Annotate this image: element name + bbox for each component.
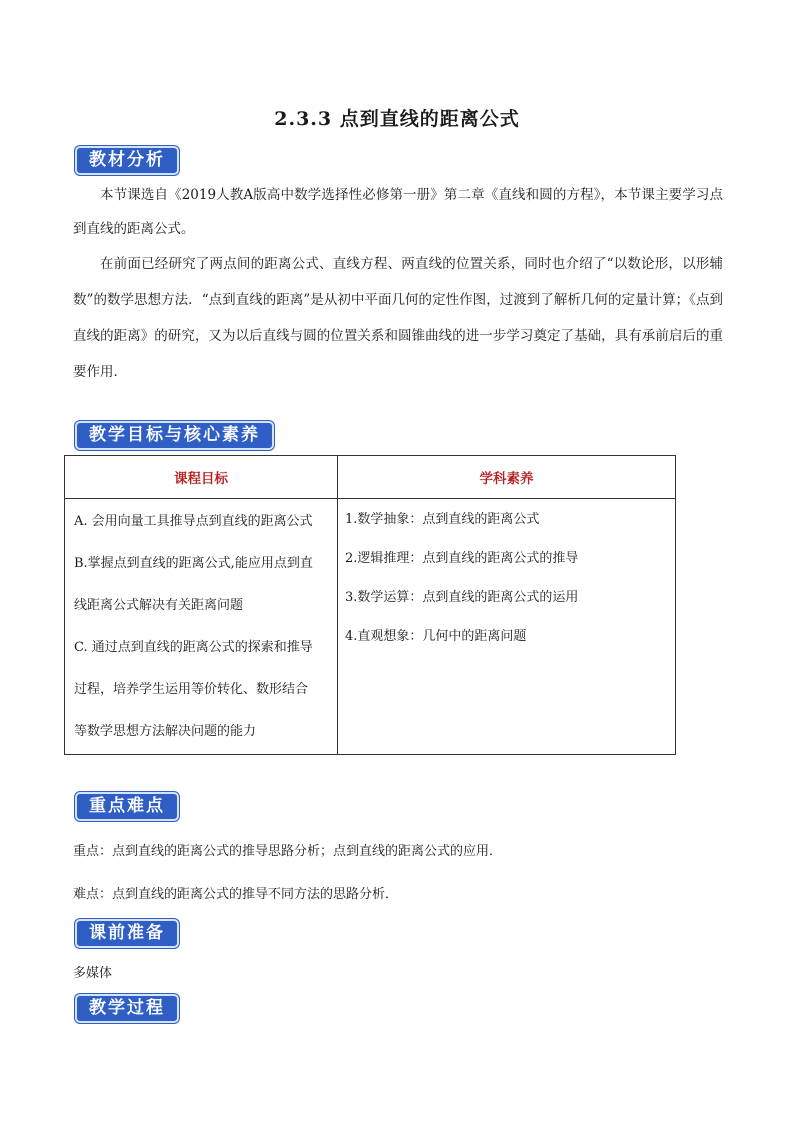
page-title: 2.3.3 点到直线的距离公式 [274, 108, 520, 130]
goal-item: C. 通过点到直线的距离公式的探索和推导 [74, 640, 313, 655]
literacy-item: 4.直观想象：几何中的距离问题 [345, 629, 527, 644]
goals-table [64, 455, 676, 755]
goal-item: B.掌握点到直线的距离公式,能应用点到直 [74, 556, 313, 571]
literacy-item: 1.数学抽象：点到直线的距离公式 [345, 512, 540, 527]
goal-item: 线距离公式解决有关距离问题 [74, 598, 244, 613]
goal-item: A. 会用向量工具推导点到直线的距离公式 [74, 514, 313, 529]
literacy-item: 3.数学运算：点到直线的距离公式的运用 [345, 590, 579, 605]
section-badge-goals: 教学目标与核心素养 [75, 421, 274, 450]
section-badge-preparation: 课前准备 [75, 919, 179, 948]
difficulty-text: 难点：点到直线的距离公式的推导不同方法的思路分析． [73, 887, 399, 902]
table-header-goals: 课程目标 [65, 456, 338, 499]
analysis-paragraph-2: 在前面已经研究了两点间的距离公式、直线方程、两直线的位置关系，同时也介绍了“以数论形，以形辅数”的数学思想方法．“点到直线的距离”是从初中平面几何的定性作图，过渡到了解析几何的定量计算；《点到直线的距离》的研究，又为以后直线与圆的位置关系和圆锥曲线的进一步学习奠定了基础，具有承前启后的重要作用． [73, 256, 723, 380]
literacy-cell [338, 499, 676, 755]
goals-cell [65, 499, 338, 755]
goal-item: 过程，培养学生运用等价转化、数形结合 [74, 682, 309, 697]
table-header-row [65, 456, 676, 499]
table-header-literacy: 学科素养 [338, 456, 676, 499]
section-badge-analysis: 教材分析 [75, 146, 179, 175]
goal-item: 等数学思想方法解决问题的能力 [74, 724, 257, 739]
section-badge-key-points: 重点难点 [75, 792, 179, 821]
preparation-text: 多媒体 [73, 966, 113, 981]
analysis-paragraph-1: 本节课选自《2019人教A版高中数学选择性必修第一册》第二章《直线和圆的方程》，本节课主要学习点到直线的距离公式。 [73, 187, 723, 237]
literacy-item: 2.逻辑推理：点到直线的距离公式的推导 [345, 551, 579, 566]
focus-text: 重点：点到直线的距离公式的推导思路分析；点到直线的距离公式的应用． [73, 844, 503, 859]
table-row [65, 499, 676, 755]
section-badge-process: 教学过程 [75, 994, 179, 1023]
